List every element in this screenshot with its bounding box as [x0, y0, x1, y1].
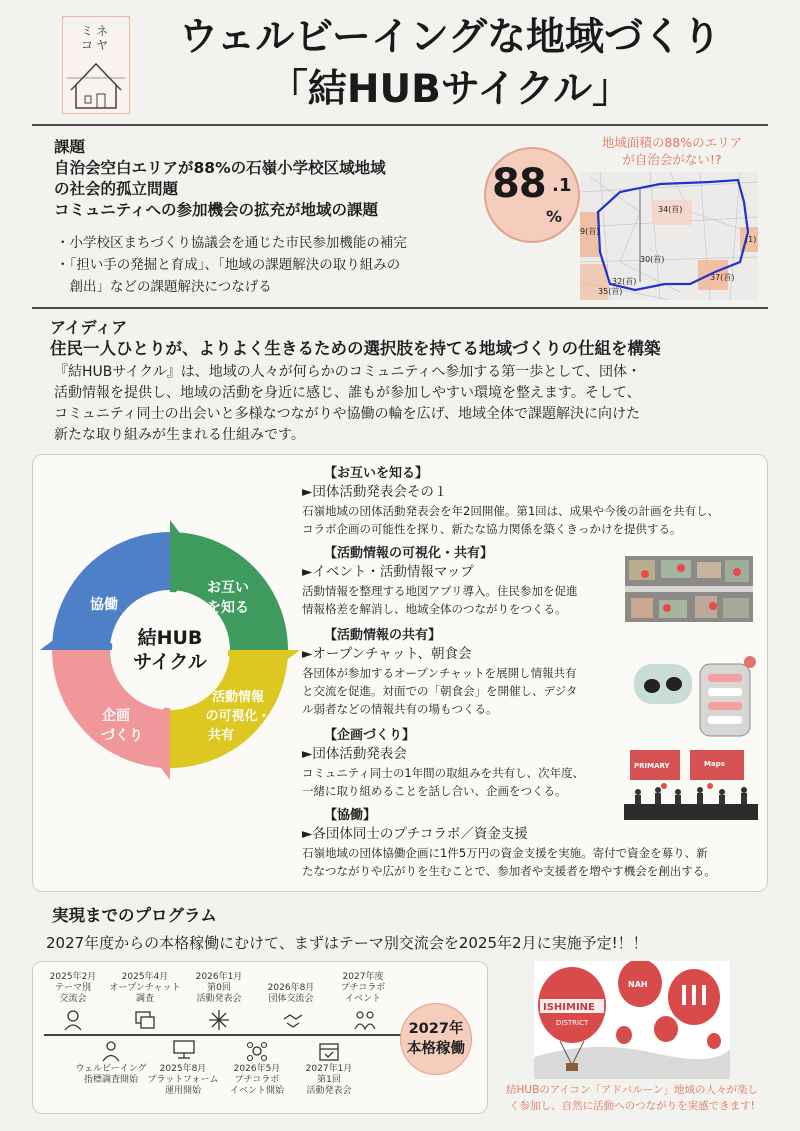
- map-graphic: [580, 172, 758, 300]
- event-label: プチコラボ: [340, 983, 386, 993]
- label-line: 共有: [208, 728, 235, 743]
- people-icon: [354, 1009, 376, 1031]
- label-line: お互い: [207, 580, 249, 596]
- section-tag: 【活動情報の可視化・共有】: [324, 546, 494, 561]
- section-body: たなつながりや広がりを生むことで、参加者や支援者を増やす機会を創出する。: [302, 864, 716, 878]
- event-label: プチコラボ: [234, 1075, 280, 1085]
- goal-badge: [400, 1003, 472, 1075]
- balloon-brand: ISHIMINE: [543, 1002, 595, 1013]
- meeting-icon: [62, 1009, 84, 1031]
- event-label: 運用開始: [164, 1086, 201, 1096]
- logo-text-line2: コヤ: [80, 38, 111, 52]
- event-label: テーマ別: [54, 983, 91, 993]
- platform-icon: [172, 1038, 196, 1060]
- house-icon: [63, 52, 129, 112]
- section-tag: 【企画づくり】: [324, 728, 416, 743]
- caption-line: く参加し、自然に活動へのつながりを実感できます!: [509, 1100, 755, 1112]
- cycle-label-plan: [80, 706, 152, 746]
- event-label: 第1回: [317, 1075, 341, 1085]
- page-title: [140, 12, 760, 116]
- idea-line: 活動情報を提供し、地域の活動を身近に感じ、誰もが参加しやすい環境を整えます。そして、: [54, 385, 641, 401]
- map-label: 37(首): [710, 273, 735, 282]
- divider: [32, 124, 768, 126]
- divider: [32, 307, 768, 309]
- idea-title: アイディア: [50, 318, 128, 337]
- label-line: を知る: [207, 600, 249, 616]
- cycle-center-label: [118, 626, 222, 674]
- section-heading: ►団体活動発表会その１: [302, 484, 448, 500]
- event-label: 指標調査開始: [83, 1075, 138, 1085]
- section-heading: ►各団体同士のプチコラボ／資金支援: [302, 826, 528, 842]
- timeline-event: [140, 1064, 226, 1097]
- label-line: 結HUB: [137, 627, 203, 649]
- logo: [62, 16, 130, 114]
- event-label: イベント開始: [229, 1086, 284, 1096]
- idea-line: 『結HUBサイクル』は、地域の人々が何らかのコミュニティへ参加する第一歩として、団体・: [54, 364, 642, 380]
- label-line: サイクル: [133, 651, 207, 673]
- label-line: づくり: [101, 728, 143, 744]
- event-date: 2025年8月: [159, 1064, 207, 1074]
- issue-bullets: [56, 232, 496, 298]
- balloon-illustration: [534, 961, 730, 1079]
- chat-illustration: [632, 654, 758, 740]
- event-date: 2026年1月: [195, 972, 243, 982]
- section-heading: ►オープンチャット、朝食会: [302, 646, 472, 662]
- program-subheading: 2027年度からの本格稼働にむけて、まずはテーマ別交流会を2025年2月に実施予定!！！: [46, 934, 648, 952]
- balloon-brand: DISTRICT: [556, 1019, 589, 1027]
- bullet-item: ・「担い手の発掘と育成」、「地域の課題解決の取り組みの: [56, 257, 401, 273]
- stat-decimal: .1: [552, 175, 572, 196]
- section-body: 情報格差を解消し、地域全体のつながりをつくる。: [302, 602, 567, 616]
- spark-icon: [208, 1009, 230, 1031]
- section-know: [302, 464, 762, 538]
- bullet-item: 創出」などの課題解決につなげる: [56, 279, 272, 295]
- section-tag: 【活動情報の共有】: [324, 628, 442, 643]
- event-label: 活動発表会: [196, 994, 242, 1004]
- timeline-line: [44, 1034, 408, 1036]
- map-label: 30(首): [640, 255, 665, 264]
- map-label: 9(首): [580, 227, 600, 236]
- event-date: 2025年2月: [49, 972, 97, 982]
- stat-unit: %: [546, 207, 563, 226]
- cycle-label-collab: 協働: [90, 597, 118, 613]
- title-line2: 「結HUBサイクル」: [268, 67, 632, 112]
- event-map-illustration: [625, 556, 753, 622]
- label-line: の可視化・: [205, 709, 271, 724]
- idea-body: [50, 362, 770, 446]
- section-body: 石嶺地域の団体協働企画に1件5万円の資金支援を実施。寄付で資金を募り、新: [302, 846, 708, 860]
- timeline-event: [330, 972, 396, 1005]
- idea-line: 新たな取り組みが生まれる仕組みです。: [54, 427, 305, 443]
- timeline-event: [40, 972, 106, 1005]
- timeline-event: [258, 983, 324, 1005]
- cycle-label-know: [188, 578, 268, 618]
- section-heading: ►団体活動発表会: [302, 746, 407, 762]
- balloon-caption: [496, 1082, 768, 1114]
- section-plan: [302, 726, 622, 800]
- caption-line: 結HUBのアイコン「アドバルーン」地域の人々が楽し: [506, 1084, 758, 1096]
- timeline-event: [294, 1064, 364, 1097]
- event-date: 2026年5月: [233, 1064, 281, 1074]
- map-label: 32(首): [612, 277, 637, 286]
- label-line: 企画: [102, 708, 130, 724]
- calendar-icon: [318, 1040, 340, 1062]
- event-label: 団体交流会: [268, 994, 314, 1004]
- event-label: 第0回: [207, 983, 231, 993]
- collab-group-icon: [246, 1040, 268, 1062]
- map-label: (1): [745, 235, 757, 244]
- event-label: オープンチャット: [109, 983, 181, 993]
- issue-title: 課題: [54, 138, 86, 156]
- idea-subtitle: 住民一人ひとりが、よりよく生きるための選択肢を持てる地域づくりの仕組を構築: [50, 339, 661, 358]
- issue-line: 自治会空白エリアが88%の石嶺小学校区域地域: [54, 159, 386, 177]
- timeline-event: [108, 972, 182, 1005]
- logo-text-line1: ミネ: [80, 24, 111, 38]
- handshake-icon: [282, 1009, 304, 1031]
- screen-text: PRIMARY: [634, 762, 670, 770]
- label-line: 活動情報: [211, 690, 264, 705]
- goal-line: 2027年: [408, 1021, 464, 1037]
- section-body: ル弱者などの情報共有の場もつくる。: [302, 702, 498, 716]
- section-body: と交流を促進。対面での「朝食会」を開催し、デジタ: [302, 684, 578, 698]
- event-date: ウェルビーイング: [75, 1064, 147, 1074]
- event-label: 活動発表会: [306, 1086, 352, 1096]
- section-body: コミュニティ同士の1年間の取組みを共有し、次年度、: [302, 766, 585, 780]
- person-icon: [100, 1040, 122, 1062]
- idea-line: コミュニティ同士の出会いと多様なつながりや協働の輪を広げ、地域全体で課題解決に向けた: [54, 406, 641, 422]
- section-body: コラボ企画の可能性を探り、新たな協力関係を築くきっかけを提供する。: [302, 522, 682, 536]
- section-heading: ►イベント・活動情報マップ: [302, 564, 474, 580]
- presentation-illustration: [624, 746, 758, 820]
- issue-line: コミュニティへの参加機会の拡充が地域の課題: [54, 201, 378, 219]
- program-heading: 実現までのプログラム: [52, 906, 217, 925]
- event-date: 2026年8月: [267, 983, 315, 993]
- section-body: 活動情報を整理する地図アプリ導入。住民参加を促進: [302, 584, 578, 598]
- chat-survey-icon: [134, 1009, 156, 1031]
- idea-heading-block: [50, 317, 770, 359]
- title-line1: ウェルビーイングな地域づくり: [178, 15, 722, 60]
- stat-circle: [484, 147, 580, 243]
- section-tag: 【協働】: [324, 808, 377, 823]
- issue-line: の社会的孤立問題: [54, 180, 179, 198]
- screen-text: Maps: [704, 760, 725, 768]
- event-date: 2027年度: [342, 972, 384, 982]
- issue-heading-block: [54, 137, 494, 221]
- goal-line: 本格稼働: [407, 1041, 465, 1057]
- balloon-small-label: NAH: [628, 980, 648, 989]
- bullet-item: ・小学校区まちづくり協議会を通じた市民参加機能の補完: [56, 235, 407, 251]
- section-share: [302, 626, 622, 718]
- cycle-label-visualize: [196, 688, 280, 745]
- timeline-event: [222, 1064, 292, 1097]
- section-body: 各団体が参加するオープンチャットを展開し情報共有: [302, 666, 577, 680]
- event-label: イベント: [344, 994, 381, 1004]
- section-tag: 【お互いを知る】: [324, 466, 429, 481]
- note-line: 地域面積の88%のエリア: [601, 135, 743, 150]
- event-label: プラットフォーム: [147, 1075, 219, 1085]
- event-date: 2025年4月: [121, 972, 169, 982]
- event-label: 交流会: [59, 994, 87, 1004]
- event-date: 2027年1月: [305, 1064, 353, 1074]
- section-body: 石嶺地域の団体活動発表会を年2回開催。第1回は、成果や今後の計画を共有し、: [302, 504, 720, 518]
- area-note: [582, 134, 762, 168]
- stat-integer: 88: [492, 161, 546, 207]
- note-line: が自治会がない!?: [622, 152, 722, 167]
- event-label: 調査: [135, 994, 154, 1004]
- section-visualize: [302, 544, 622, 618]
- map-label: 35(首): [598, 287, 623, 296]
- map-label: 34(首): [658, 205, 683, 214]
- section-body: 一緒に取り組めることを話し合い、企画をつくる。: [302, 784, 567, 798]
- area-map: [580, 172, 758, 300]
- timeline-event: [186, 972, 252, 1005]
